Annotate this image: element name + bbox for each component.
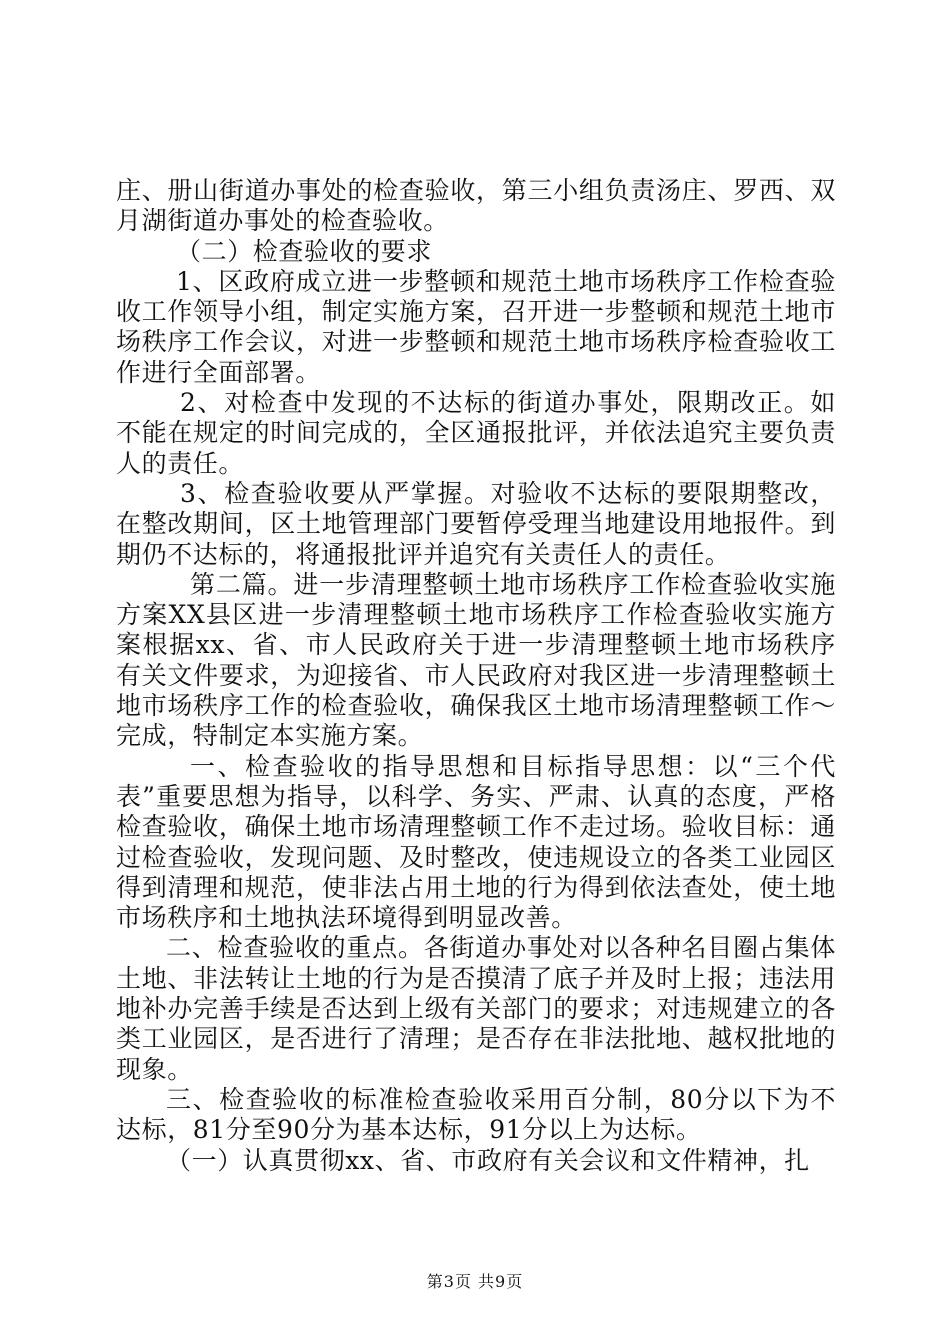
paragraph-inspection-focus: 二、检查验收的重点。各街道办事处对以各种名目圈占集体土地、非法转让土地的行为是否摸清了底子并及时上报；违法用地补办完善手续是否达到上级有关部门的要求；对违规建立的各类工业园区，是否进行了清理；是否存在非法批地、越权批地的现象。 [116, 933, 836, 1084]
page-number-footer: 第3页 共9页 [426, 1272, 524, 1291]
paragraph-continuation: 庄、册山街道办事处的检查验收，第三小组负责汤庄、罗西、双月湖街道办事处的检查验收。 [116, 176, 836, 236]
document-body [116, 176, 836, 1176]
paragraph-requirement-3: 3、检查验收要从严掌握。对验收不达标的要限期整改，在整改期间，区土地管理部门要暂停受理当地建设用地报件。到期仍不达标的，将通报批评并追究有关责任人的责任。 [116, 478, 836, 569]
paragraph-inspection-standard: 三、检查验收的标准检查验收采用百分制，80分以下为不达标，81分至90分为基本达标，91分以上为达标。 [116, 1084, 836, 1145]
paragraph-requirement-2: 2、对检查中发现的不达标的街道办事处，限期改正。如不能在规定的时间完成的，全区通报批评，并依法追究主要负责人的责任。 [116, 388, 836, 478]
section-heading-requirements: （二）检查验收的要求 [176, 236, 433, 266]
paragraph-guiding-ideology: 一、检查验收的指导思想和目标指导思想：以“三个代表”重要思想为指导，以科学、务实、严肃、认真的态度，严格检查验收，确保土地市场清理整顿工作不走过场。验收目标：通过检查验收，发现问题、及时整改，使违规设立的各类工业园区得到清理和规范，使非法占用土地的行为得到依法查处，使土地市场秩序和土地执法环境得到明显改善。 [116, 751, 836, 933]
paragraph-item-1: （一）认真贯彻xx、省、市政府有关会议和文件精神，扎 [166, 1145, 810, 1175]
paragraph-requirement-1: 1、区政府成立进一步整顿和规范土地市场秩序工作检查验收工作领导小组，制定实施方案，召开进一步整顿和规范土地市场秩序工作会议，对进一步整顿和规范土地市场秩序检查验收工作进行全面部署。 [116, 266, 836, 387]
paragraph-second-article: 第二篇。进一步清理整顿土地市场秩序工作检查验收实施方案XX县区进一步清理整顿土地市场秩序工作检查验收实施方案根据xx、省、市人民政府关于进一步清理整顿土地市场秩序有关文件要求，为迎接省、市人民政府对我区进一步清理整顿土地市场秩序工作的检查验收，确保我区土地市场清理整顿工作～完成，特制定本实施方案。 [116, 569, 836, 751]
